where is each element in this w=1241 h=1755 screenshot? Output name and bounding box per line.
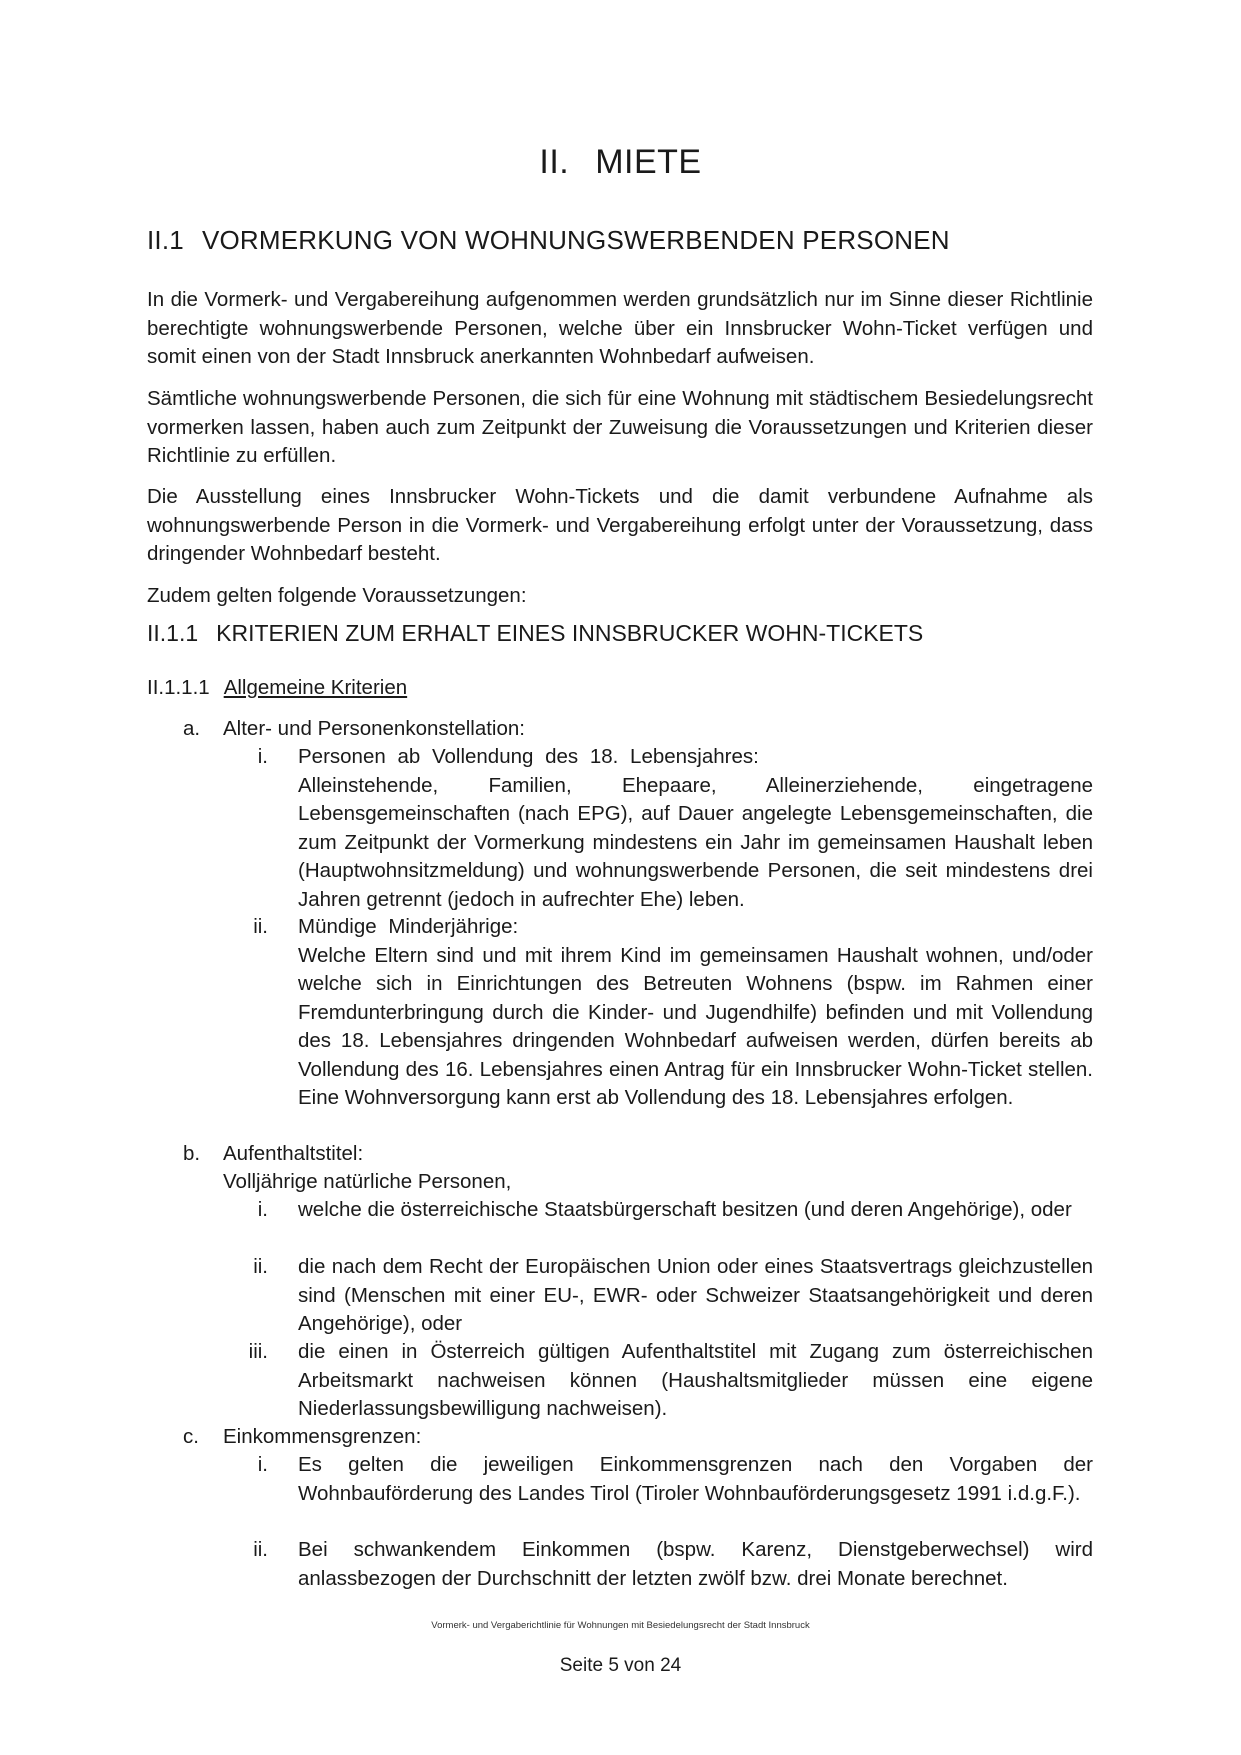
- list-subitem: [257, 743, 1093, 914]
- page-number: Seite 5 von 24: [559, 1655, 682, 1676]
- subitem-text: die einen in Österreich gültigen Aufenthaltstitel mit Zugang zum österreichischen Arbeitsmarkt nachweisen können (Haushaltsmitglieder müssen eine eigene Niederlassungsbewilligung nachweisen).: [298, 1340, 1093, 1420]
- list-intro: Volljährige natürliche Personen,: [223, 1170, 512, 1193]
- paragraph: Die Ausstellung eines Innsbrucker Wohn-Tickets und die damit verbundene Aufnahme als wohnungswerbende Person in die Vormerk- und Vergabereihung erfolgt unter der Voraussetzung, dass dringender Wohnbedarf besteht.: [147, 485, 1093, 565]
- list-marker: c.: [183, 1425, 199, 1448]
- subitem-text: Alleinstehende, Familien, Ehepaare, Alleinerziehende, eingetragene Lebensgemeinschaften (nach EPG), auf Dauer angelegte Lebensgemeinschaften, die zum Zeitpunkt der Vormerkung mindestens ein Jahr im gemeinsamen Haushalt leben (Hauptwohnsitzmeldung) und wohnungswerbende Personen, die seit mindestens drei Jahren getrennt (jedoch in aufrechter Ehe) leben.: [298, 773, 1093, 911]
- subsection-number: II.1.1: [147, 620, 199, 646]
- list-subitem: [257, 1196, 1093, 1225]
- roman-marker: i.: [257, 1453, 268, 1476]
- section-title: VORMERKUNG VON WOHNUNGSWERBENDEN PERSONEN: [201, 225, 950, 255]
- paragraph: Zudem gelten folgende Voraussetzungen:: [147, 584, 527, 607]
- subsubsection-heading: [147, 676, 407, 700]
- subitem-text: Bei schwankendem Einkommen (bspw. Karenz, Dienstgeberwechsel) wird anlassbezogen der Durchschnitt der letzten zwölf bzw. drei Monate berechnet.: [298, 1538, 1093, 1590]
- chapter-heading: [0, 143, 1241, 182]
- list-label: Alter- und Personenkonstellation:: [223, 717, 525, 740]
- paragraph: Sämtliche wohnungswerbende Personen, die sich für eine Wohnung mit städtischem Besiedelungsrecht vormerken lassen, haben auch zum Zeitpunkt der Zuweisung die Voraussetzungen und Kriterien dieser Richtlinie zu erfüllen.: [147, 387, 1093, 467]
- list-subitem: [253, 913, 1093, 1113]
- section-number: II.1: [147, 225, 184, 255]
- subitem-text: Es gelten die jeweiligen Einkommensgrenzen nach den Vorgaben der Wohnbauförderung des Landes Tirol (Tiroler Wohnbauförderungsgesetz 1991 i.d.g.F.).: [298, 1453, 1093, 1505]
- list-subitem: [248, 1338, 1093, 1424]
- list-marker: a.: [183, 717, 201, 740]
- list-subitem: [257, 1451, 1093, 1508]
- subitem-title: Personen ab Vollendung des 18. Lebensjahres:: [298, 745, 759, 768]
- list-subitem: [253, 1253, 1093, 1339]
- list-label: Einkommensgrenzen:: [223, 1425, 422, 1448]
- roman-marker: ii.: [253, 1538, 268, 1561]
- chapter-title: MIETE: [595, 143, 702, 181]
- subsubsection-title: Allgemeine Kriterien: [223, 676, 408, 699]
- chapter-number: II.: [539, 143, 570, 181]
- subitem-title: Mündige Minderjährige:: [298, 915, 519, 938]
- subsubsection-number: II.1.1.1: [147, 676, 210, 699]
- roman-marker: iii.: [248, 1340, 268, 1363]
- roman-marker: ii.: [253, 915, 268, 938]
- roman-marker: i.: [257, 745, 268, 768]
- subsection-title: KRITERIEN ZUM ERHALT EINES INNSBRUCKER WOHN-TICKETS: [216, 620, 924, 646]
- section-heading: [147, 225, 950, 256]
- list-label: Aufenthaltstitel:: [223, 1142, 364, 1165]
- roman-marker: i.: [257, 1198, 268, 1221]
- subsection-heading: [147, 620, 923, 647]
- list-marker: b.: [183, 1142, 201, 1165]
- subitem-text: welche die österreichische Staatsbürgerschaft besitzen (und deren Angehörige), oder: [298, 1198, 1072, 1221]
- subitem-text: Welche Eltern sind und mit ihrem Kind im gemeinsamen Haushalt wohnen, und/oder welche sich in Einrichtungen des Betreuten Wohnens (bspw. im Rahmen einer Fremdunterbringung durch die Kinder- und Jugendhilfe) befinden und mit Vollendung des 18. Lebensjahres dringenden Wohnbedarf aufweisen werden, dürfen bereits ab Vollendung des 16. Lebensjahres einen Antrag für ein Innsbrucker Wohn-Ticket stellen. Eine Wohnversorgung kann erst ab Vollendung des 18. Lebensjahres erfolgen.: [298, 943, 1093, 1109]
- subitem-text: die nach dem Recht der Europäischen Union oder eines Staatsvertrags gleichzustellen sind (Menschen mit einer EU-, EWR- oder Schweizer Staatsangehörigkeit und deren Angehörige), oder: [298, 1255, 1093, 1335]
- footer-text: Vormerk- und Vergaberichtlinie für Wohnungen mit Besiedelungsrecht der Stadt Innsbruck: [431, 1620, 810, 1631]
- roman-marker: ii.: [253, 1255, 268, 1278]
- paragraph: In die Vormerk- und Vergabereihung aufgenommen werden grundsätzlich nur im Sinne dieser Richtlinie berechtigte wohnungswerbende Personen, welche über ein Innsbrucker Wohn-Ticket verfügen und somit einen von der Stadt Innsbruck anerkannten Wohnbedarf aufweisen.: [147, 288, 1093, 368]
- list-subitem: [253, 1536, 1093, 1593]
